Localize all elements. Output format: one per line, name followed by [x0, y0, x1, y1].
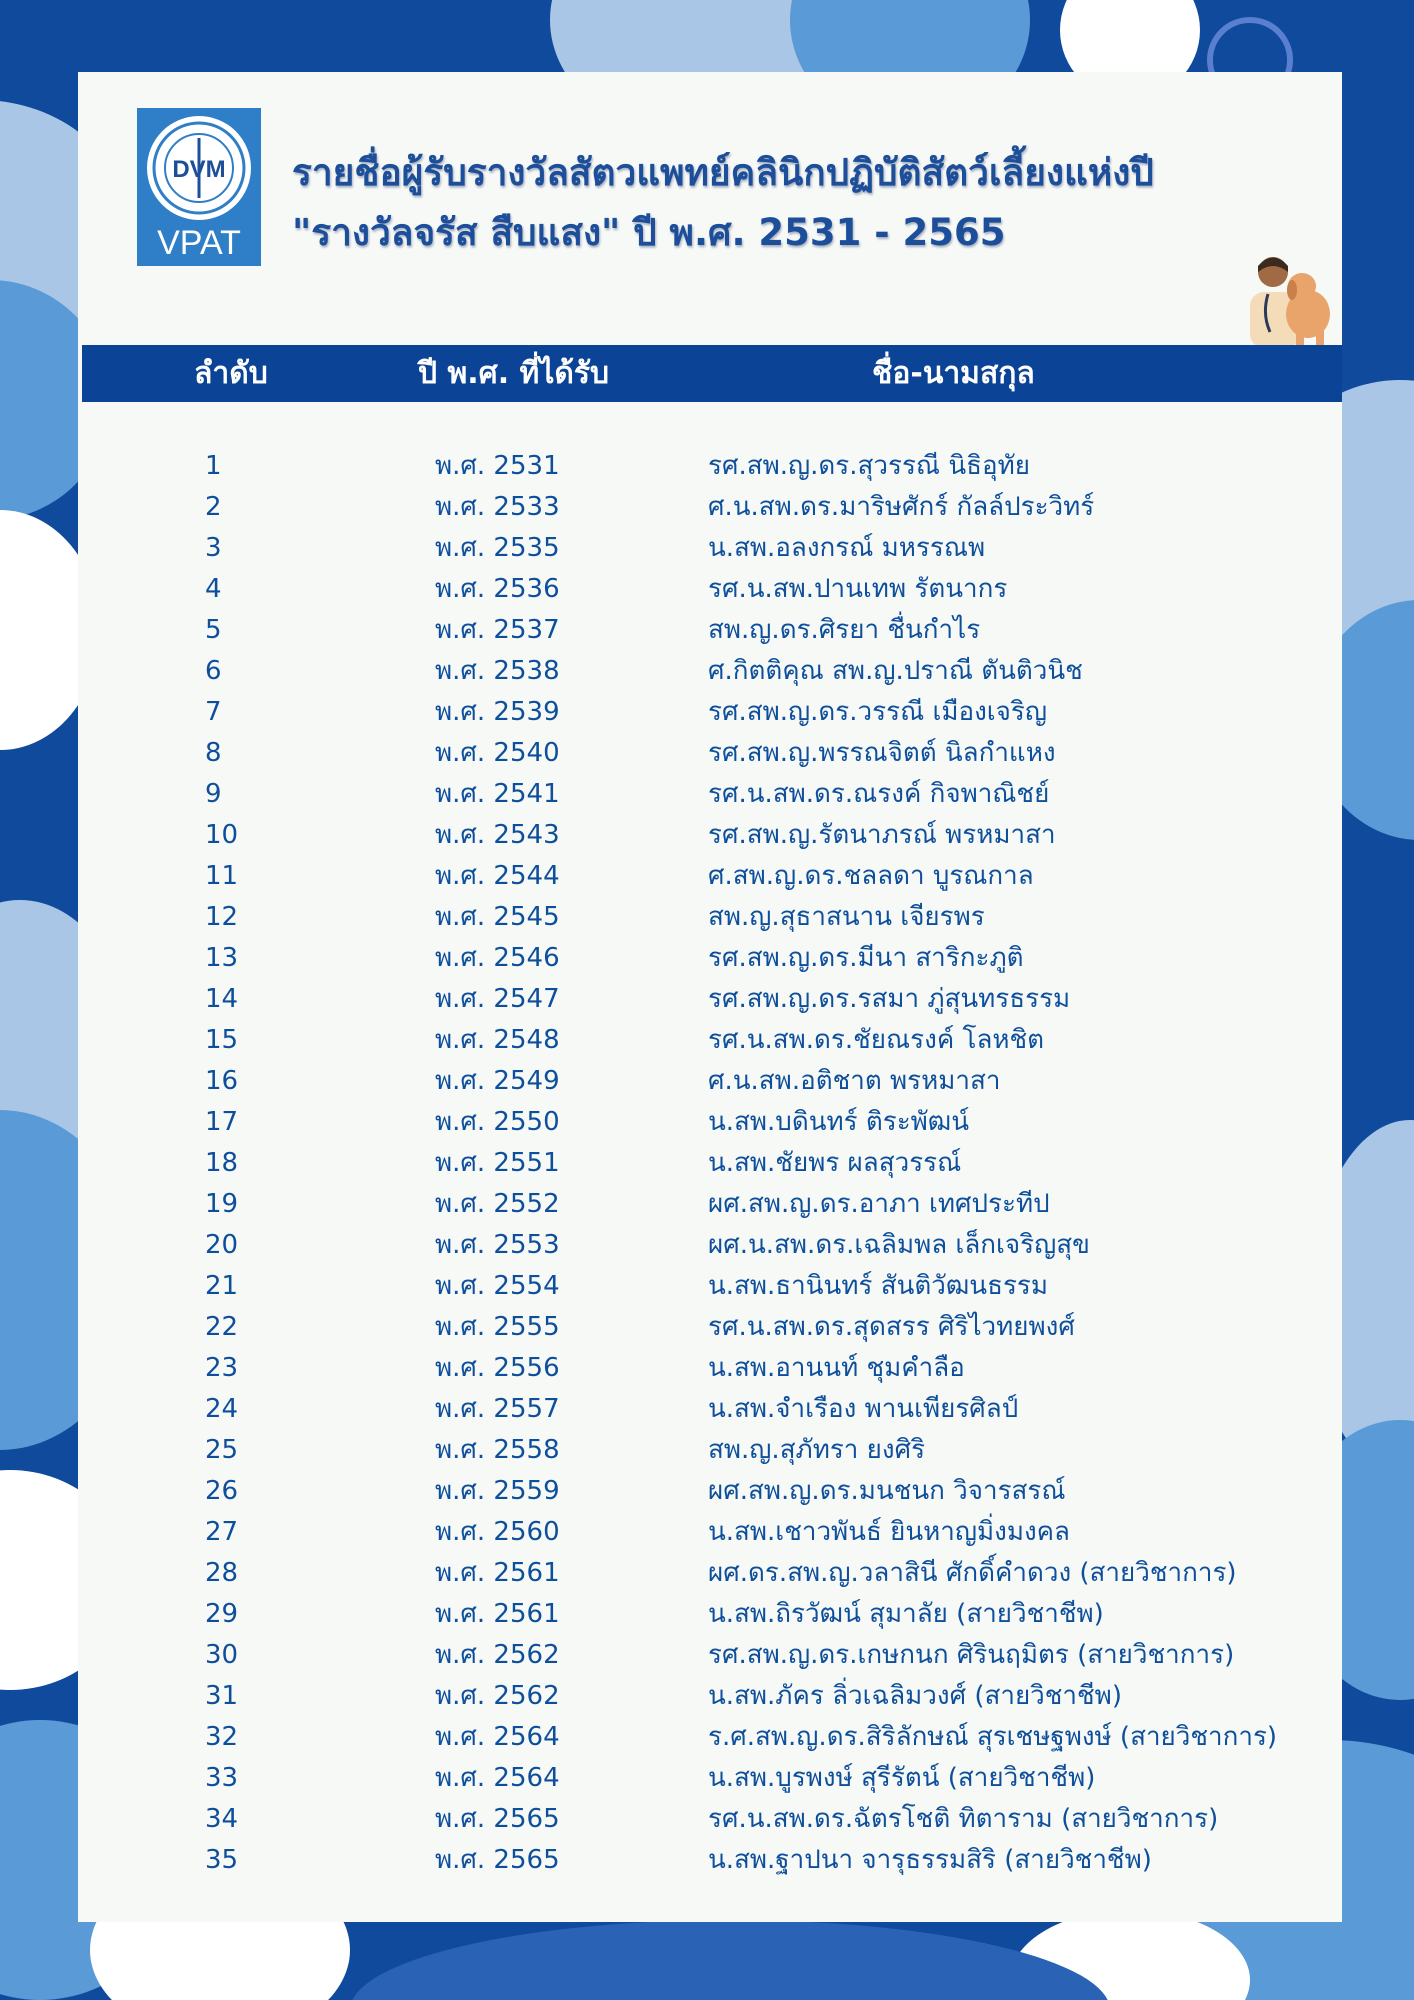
table-row	[0, 1225, 1414, 1266]
table-row	[0, 938, 1414, 979]
row-year: พ.ศ. 2565	[435, 1804, 560, 1834]
table-row	[0, 528, 1414, 569]
row-name: ศ.น.สพ.อติชาต พรหมาสา	[708, 1066, 1001, 1096]
table-row	[0, 1348, 1414, 1389]
table-row	[0, 1184, 1414, 1225]
row-year: พ.ศ. 2551	[435, 1148, 560, 1178]
title-line-1: รายชื่อผู้รับรางวัลสัตวแพทย์คลินิกปฏิบัติสัตว์เลี้ยงแห่งปี	[292, 151, 1154, 194]
row-order: 33	[205, 1763, 239, 1793]
row-year: พ.ศ. 2537	[435, 615, 560, 645]
row-name: สพ.ญ.สุภัทรา ยงศิริ	[708, 1435, 926, 1465]
row-order: 28	[205, 1558, 239, 1588]
row-year: พ.ศ. 2553	[435, 1230, 560, 1260]
row-year: พ.ศ. 2533	[435, 492, 560, 522]
veterinarian-with-dog-icon	[1240, 244, 1340, 354]
table-row	[0, 1471, 1414, 1512]
row-year: พ.ศ. 2565	[435, 1845, 560, 1875]
table-row	[0, 692, 1414, 733]
row-name: รศ.น.สพ.ดร.ชัยณรงค์ โลหชิต	[708, 1025, 1045, 1055]
row-name: น.สพ.จำเรือง พานเพียรศิลป์	[708, 1394, 1019, 1424]
row-order: 19	[205, 1189, 239, 1219]
row-name: น.สพ.บดินทร์ ติระพัฒน์	[708, 1107, 970, 1137]
row-year: พ.ศ. 2535	[435, 533, 560, 563]
row-name: น.สพ.ถิรวัฒน์ สุมาลัย (สายวิชาชีพ)	[708, 1599, 1104, 1629]
row-order: 4	[205, 574, 222, 604]
header-order: ลำดับ	[194, 356, 268, 391]
table-row	[0, 1266, 1414, 1307]
table-row	[0, 1758, 1414, 1799]
row-order: 29	[205, 1599, 239, 1629]
row-year: พ.ศ. 2556	[435, 1353, 560, 1383]
row-name: รศ.น.สพ.ดร.สุดสรร ศิริไวทยพงศ์	[708, 1312, 1075, 1342]
row-year: พ.ศ. 2552	[435, 1189, 560, 1219]
row-year: พ.ศ. 2559	[435, 1476, 560, 1506]
row-order: 14	[205, 984, 239, 1014]
row-year: พ.ศ. 2564	[435, 1722, 560, 1752]
table-row	[0, 1717, 1414, 1758]
row-order: 16	[205, 1066, 239, 1096]
row-order: 9	[205, 779, 222, 809]
title-line-2: "รางวัลจรัส สืบแสง" ปี พ.ศ. 2531 - 2565	[292, 211, 1006, 254]
row-order: 25	[205, 1435, 239, 1465]
table-row	[0, 1061, 1414, 1102]
row-name: ศ.กิตติคุณ สพ.ญ.ปราณี ตันติวนิช	[708, 656, 1083, 686]
row-year: พ.ศ. 2545	[435, 902, 560, 932]
row-order: 27	[205, 1517, 239, 1547]
header-name: ชื่อ-นามสกุล	[872, 356, 1035, 391]
table-row	[0, 610, 1414, 651]
table-row	[0, 487, 1414, 528]
row-order: 6	[205, 656, 222, 686]
row-year: พ.ศ. 2541	[435, 779, 560, 809]
row-name: ร.ศ.สพ.ญ.ดร.สิริลักษณ์ สุรเชษฐพงษ์ (สายวิชาการ)	[708, 1722, 1278, 1752]
row-year: พ.ศ. 2560	[435, 1517, 560, 1547]
table-row	[0, 1430, 1414, 1471]
table-row	[0, 815, 1414, 856]
row-name: รศ.น.สพ.ดร.ฉัตรโชติ ทิตาราม (สายวิชาการ)	[708, 1804, 1219, 1834]
table-row	[0, 1102, 1414, 1143]
row-order: 22	[205, 1312, 239, 1342]
row-name: ผศ.สพ.ญ.ดร.มนชนก วิจารสรณ์	[708, 1476, 1066, 1506]
table-header	[82, 345, 1342, 402]
table-row	[0, 1594, 1414, 1635]
row-year: พ.ศ. 2564	[435, 1763, 560, 1793]
row-year: พ.ศ. 2548	[435, 1025, 560, 1055]
row-year: พ.ศ. 2558	[435, 1435, 560, 1465]
table-row	[0, 856, 1414, 897]
row-year: พ.ศ. 2549	[435, 1066, 560, 1096]
row-year: พ.ศ. 2550	[435, 1107, 560, 1137]
row-name: น.สพ.อลงกรณ์ มหรรณพ	[708, 533, 986, 563]
row-name: สพ.ญ.สุธาสนาน เจียรพร	[708, 902, 985, 932]
row-name: ศ.สพ.ญ.ดร.ชลลดา บูรณกาล	[708, 861, 1034, 891]
row-year: พ.ศ. 2561	[435, 1599, 560, 1629]
row-name: ผศ.น.สพ.ดร.เฉลิมพล เล็กเจริญสุข	[708, 1230, 1090, 1260]
table-row	[0, 979, 1414, 1020]
table-row	[0, 1553, 1414, 1594]
table-row	[0, 651, 1414, 692]
row-order: 24	[205, 1394, 239, 1424]
row-year: พ.ศ. 2547	[435, 984, 560, 1014]
table-row	[0, 569, 1414, 610]
row-order: 23	[205, 1353, 239, 1383]
table-row	[0, 1307, 1414, 1348]
row-name: รศ.สพ.ญ.ดร.สุวรรณี นิธิอุทัย	[708, 451, 1030, 481]
row-order: 20	[205, 1230, 239, 1260]
row-name: รศ.น.สพ.ดร.ณรงค์ กิจพาณิชย์	[708, 779, 1050, 809]
row-order: 5	[205, 615, 222, 645]
row-name: รศ.สพ.ญ.ดร.วรรณี เมืองเจริญ	[708, 697, 1048, 727]
row-order: 21	[205, 1271, 239, 1301]
svg-text:DVM: DVM	[172, 156, 226, 183]
page-title	[292, 143, 1332, 263]
row-order: 17	[205, 1107, 239, 1137]
row-order: 32	[205, 1722, 239, 1752]
row-order: 7	[205, 697, 222, 727]
row-name: น.สพ.บูรพงษ์ สุรีรัตน์ (สายวิชาชีพ)	[708, 1763, 1096, 1793]
row-year: พ.ศ. 2540	[435, 738, 560, 768]
table-row	[0, 1020, 1414, 1061]
table-row	[0, 733, 1414, 774]
row-name: น.สพ.ธานินทร์ สันติวัฒนธรรม	[708, 1271, 1049, 1301]
row-name: น.สพ.อานนท์ ชุมคำลือ	[708, 1353, 965, 1383]
row-name: น.สพ.ชัยพร ผลสุวรรณ์	[708, 1148, 962, 1178]
row-name: น.สพ.ฐาปนา จารุธรรมสิริ (สายวิชาชีพ)	[708, 1845, 1152, 1875]
table-row	[0, 1840, 1414, 1881]
svg-text:VPAT: VPAT	[157, 224, 241, 262]
row-year: พ.ศ. 2539	[435, 697, 560, 727]
row-order: 30	[205, 1640, 239, 1670]
table-row	[0, 1676, 1414, 1717]
row-year: พ.ศ. 2543	[435, 820, 560, 850]
table-row	[0, 1799, 1414, 1840]
row-year: พ.ศ. 2546	[435, 943, 560, 973]
row-name: รศ.สพ.ญ.ดร.เกษกนก ศิรินฤมิตร (สายวิชาการ)	[708, 1640, 1235, 1670]
table-row	[0, 897, 1414, 938]
row-order: 15	[205, 1025, 239, 1055]
row-order: 8	[205, 738, 222, 768]
row-name: น.สพ.เชาวพันธ์ ยินหาญมิ่งมงคล	[708, 1517, 1070, 1547]
row-name: รศ.สพ.ญ.พรรณจิตต์ นิลกำแหง	[708, 738, 1056, 768]
row-name: รศ.สพ.ญ.ดร.รสมา ภู่สุนทรธรรม	[708, 984, 1071, 1014]
row-order: 31	[205, 1681, 239, 1711]
row-year: พ.ศ. 2554	[435, 1271, 560, 1301]
vpat-logo-icon	[137, 108, 261, 266]
row-order: 2	[205, 492, 222, 522]
table-row	[0, 1143, 1414, 1184]
row-order: 18	[205, 1148, 239, 1178]
row-name: รศ.สพ.ญ.รัตนาภรณ์ พรหมาสา	[708, 820, 1056, 850]
row-order: 10	[205, 820, 239, 850]
table-row	[0, 774, 1414, 815]
row-year: พ.ศ. 2538	[435, 656, 560, 686]
row-year: พ.ศ. 2544	[435, 861, 560, 891]
table-row	[0, 1389, 1414, 1430]
row-order: 12	[205, 902, 239, 932]
row-name: รศ.น.สพ.ปานเทพ รัตนากร	[708, 574, 1008, 604]
row-year: พ.ศ. 2555	[435, 1312, 560, 1342]
row-year: พ.ศ. 2531	[435, 451, 560, 481]
row-year: พ.ศ. 2561	[435, 1558, 560, 1588]
row-order: 13	[205, 943, 239, 973]
row-year: พ.ศ. 2562	[435, 1640, 560, 1670]
row-name: ผศ.สพ.ญ.ดร.อาภา เทศประทีป	[708, 1189, 1050, 1219]
row-name: ศ.น.สพ.ดร.มาริษศักร์ กัลล์ประวิทร์	[708, 492, 1095, 522]
table-row	[0, 1512, 1414, 1553]
row-order: 11	[205, 861, 239, 891]
table-row	[0, 1635, 1414, 1676]
row-order: 3	[205, 533, 222, 563]
row-order: 35	[205, 1845, 239, 1875]
row-name: สพ.ญ.ดร.ศิรยา ชื่นกำไร	[708, 615, 981, 645]
row-name: รศ.สพ.ญ.ดร.มีนา สาริกะภูติ	[708, 943, 1024, 973]
row-year: พ.ศ. 2536	[435, 574, 560, 604]
row-order: 34	[205, 1804, 239, 1834]
row-order: 26	[205, 1476, 239, 1506]
row-year: พ.ศ. 2562	[435, 1681, 560, 1711]
row-name: น.สพ.ภัคร ลิ่วเฉลิมวงศ์ (สายวิชาชีพ)	[708, 1681, 1122, 1711]
header-year: ปี พ.ศ. ที่ได้รับ	[418, 356, 610, 391]
row-year: พ.ศ. 2557	[435, 1394, 560, 1424]
table-row	[0, 446, 1414, 487]
row-name: ผศ.ดร.สพ.ญ.วลาสินี ศักดิ์คำดวง (สายวิชาการ)	[708, 1558, 1237, 1588]
row-order: 1	[205, 451, 222, 481]
